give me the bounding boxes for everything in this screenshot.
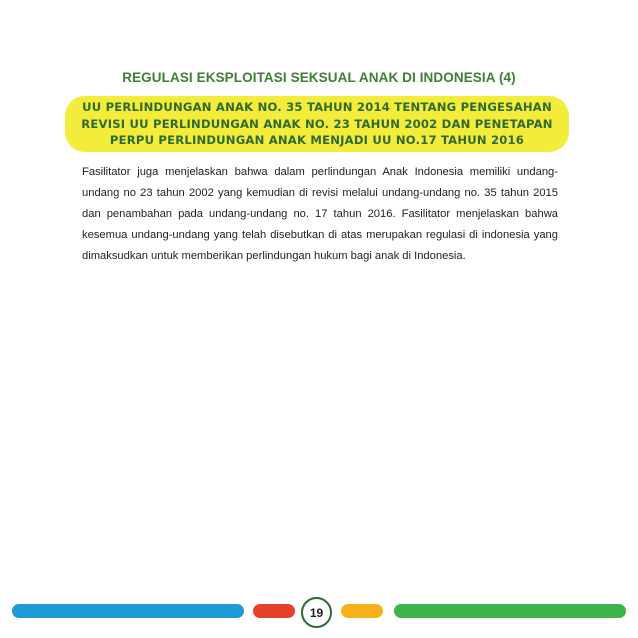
body-paragraph: Fasilitator juga menjelaskan bahwa dalam perlindungan Anak Indonesia memiliki undang-undang no 23 tahun 2002 yang kemudian di revisi melalui undang-undang no. 35 tahun 2015 dan penambahan pada undang-undang no. 17 tahun 2016. Fasilitator menjelaskan bahwa kesemua undang-undang yang telah disebutkan di atas merupakan regulasi di indonesia yang dimaksudkan untuk memberikan perlindungan hukum bagi anak di Indonesia.	[82, 166, 558, 262]
section-heading: REGULASI EKSPLOITASI SEKSUAL ANAK DI INDONESIA (4)	[122, 70, 516, 85]
highlight-title	[65, 99, 569, 149]
footer-bar-blue	[12, 604, 244, 618]
highlight-line: UU PERLINDUNGAN ANAK NO. 35 TAHUN 2014 TENTANG PENGESAHAN	[82, 100, 552, 114]
highlight-line: REVISI UU PERLINDUNGAN ANAK NO. 23 TAHUN 2002 DAN PENETAPAN	[81, 116, 553, 131]
page-number: 19	[301, 597, 332, 628]
footer-bar-red	[253, 604, 295, 618]
footer-bar-orange	[341, 604, 383, 618]
highlight-line: PERPU PERLINDUNGAN ANAK MENJADI UU NO.17 TAHUN 2016	[109, 133, 525, 147]
footer-bar-green	[394, 604, 626, 618]
